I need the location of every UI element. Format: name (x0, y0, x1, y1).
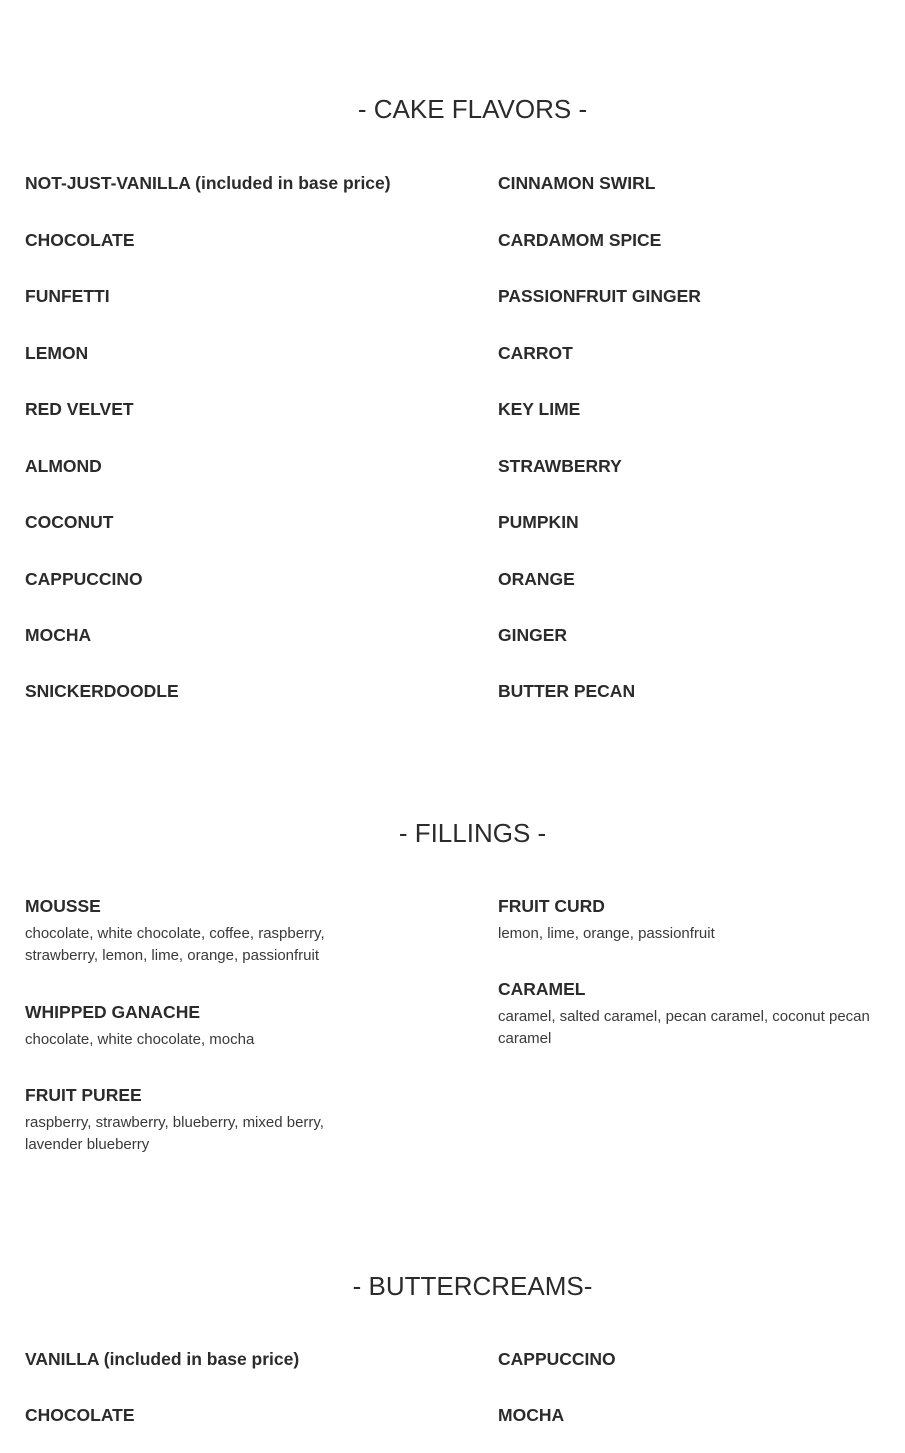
cake-flavor-item: ORANGE (498, 569, 575, 589)
filling-description: raspberry, strawberry, blueberry, mixed berry, lavender blueberry (25, 1114, 324, 1153)
cake-flavor-item: LEMON (25, 343, 89, 363)
cake-flavor-item: BUTTER PECAN (498, 681, 636, 701)
filling-block (25, 1001, 405, 1051)
filling-name: FRUIT PUREE (25, 1085, 142, 1105)
buttercream-item: CAPPUCCINO (498, 1349, 616, 1369)
cake-flavor-item: CARROT (498, 343, 573, 363)
filling-block (498, 978, 878, 1050)
cake-flavor-item: MOCHA (25, 625, 92, 645)
cake-flavor-item: PASSIONFRUIT GINGER (498, 286, 701, 306)
buttercreams-heading: - BUTTERCREAMS- (352, 1271, 593, 1301)
filling-name: MOUSSE (25, 896, 101, 916)
filling-name: CARAMEL (498, 979, 586, 999)
filling-description: chocolate, white chocolate, coffee, raspberry, strawberry, lemon, lime, orange, passionfruit (25, 925, 325, 964)
filling-description: lemon, lime, orange, passionfruit (498, 925, 715, 942)
cake-flavor-item: CHOCOLATE (25, 230, 135, 250)
cake-flavor-item: CAPPUCCINO (25, 569, 143, 589)
buttercream-item: CHOCOLATE (25, 1405, 135, 1425)
cake-flavor-item: NOT-JUST-VANILLA (included in base price) (25, 173, 391, 193)
filling-description: caramel, salted caramel, pecan caramel, coconut pecan caramel (498, 1008, 870, 1047)
filling-description: chocolate, white chocolate, mocha (25, 1031, 255, 1048)
cake-flavor-item: CARDAMOM SPICE (498, 230, 662, 250)
cake-flavors-heading: - CAKE FLAVORS - (357, 94, 588, 124)
filling-block (25, 895, 405, 967)
fillings-heading: - FILLINGS - (398, 818, 547, 848)
cake-flavor-item: CINNAMON SWIRL (498, 173, 656, 193)
cake-flavor-item: STRAWBERRY (498, 456, 622, 476)
filling-name: FRUIT CURD (498, 896, 605, 916)
filling-block (25, 1084, 405, 1156)
filling-name: WHIPPED GANACHE (25, 1002, 201, 1022)
buttercream-item: VANILLA (included in base price) (25, 1349, 300, 1369)
cake-flavor-item: KEY LIME (498, 399, 581, 419)
cake-flavor-item: ALMOND (25, 456, 102, 476)
cake-flavor-item: FUNFETTI (25, 286, 110, 306)
filling-block (498, 895, 878, 945)
cake-flavor-item: SNICKERDOODLE (25, 681, 179, 701)
cake-flavor-item: RED VELVET (25, 399, 134, 419)
cake-flavor-item: COCONUT (25, 512, 114, 532)
cake-flavor-item: GINGER (498, 625, 568, 645)
cake-flavor-item: PUMPKIN (498, 512, 579, 532)
buttercream-item: MOCHA (498, 1405, 565, 1425)
